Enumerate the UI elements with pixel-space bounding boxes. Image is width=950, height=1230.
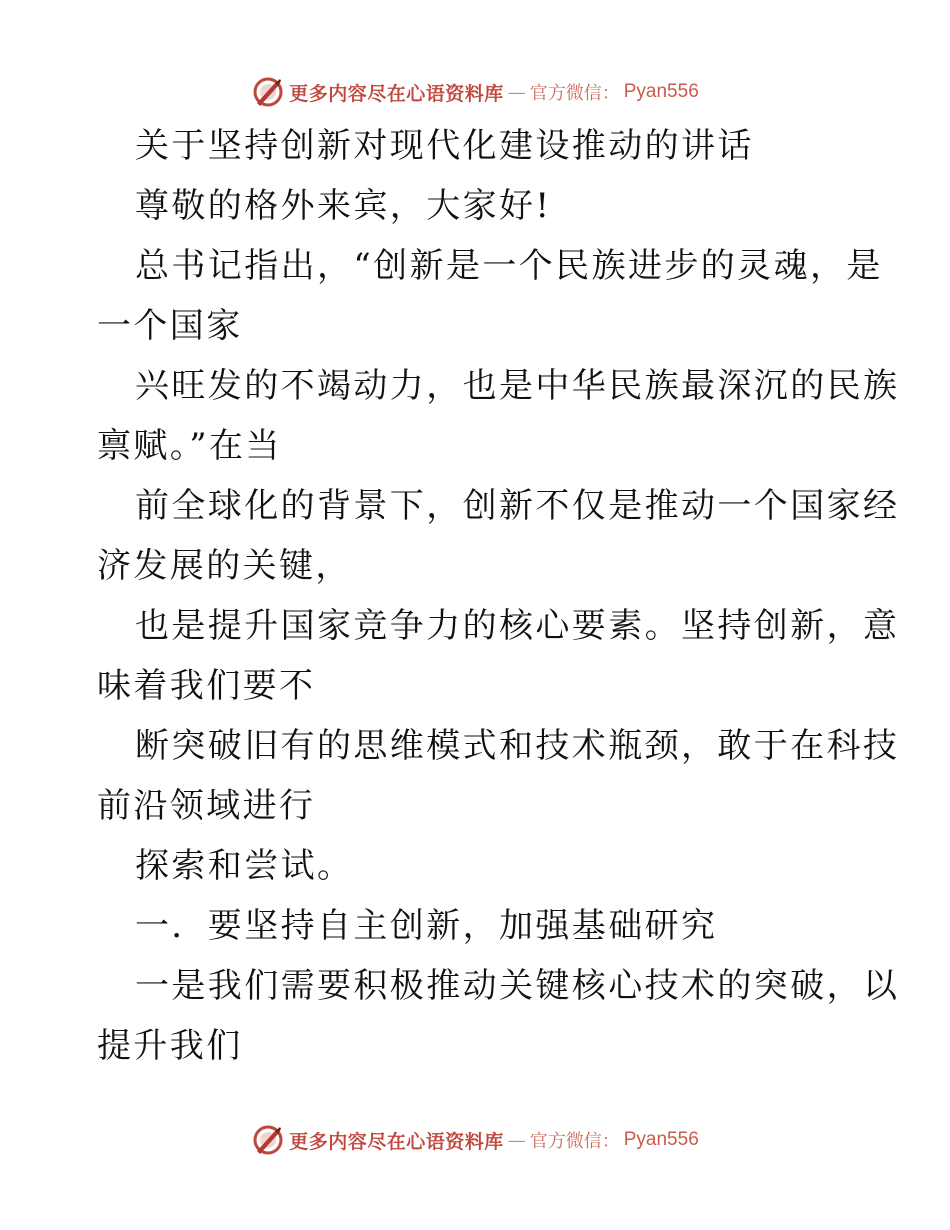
text-line: 关于坚持创新对现代化建设推动的讲话 <box>135 126 754 166</box>
text-line: 总书记指出，“创新是一个民族进步的灵魂，是 <box>135 246 883 286</box>
document-body <box>97 116 900 1076</box>
banner-wechat-label: 官方微信： <box>529 83 620 104</box>
text-line: 一．要坚持自主创新，加强基础研究 <box>135 906 718 946</box>
text-line: 探索和尝试。 <box>135 846 354 886</box>
text-line: 断突破旧有的思维模式和技术瓶颈，敢于在科技 <box>135 726 900 766</box>
text-line: 味着我们要不 <box>97 666 316 706</box>
pen-logo-icon <box>251 75 285 109</box>
text-line: 也是提升国家竞争力的核心要素。坚持创新，意 <box>135 606 900 646</box>
banner-separator: — <box>507 81 526 103</box>
text-line: 济发展的关键， <box>97 546 352 586</box>
banner-wechat-id: Pyan556 <box>623 1129 699 1150</box>
text-line: 兴旺发的不竭动力，也是中华民族最深沉的民族 <box>135 366 900 406</box>
text-line: 提升我们 <box>97 1026 243 1066</box>
text-line: 前全球化的背景下，创新不仅是推动一个国家经 <box>135 486 900 526</box>
text-line: 一个国家 <box>97 306 243 346</box>
banner-wechat-id: Pyan556 <box>623 81 699 102</box>
text-line: 尊敬的格外来宾，大家好! <box>135 186 552 226</box>
text-line: 禀赋。”在当 <box>97 426 282 466</box>
banner-separator: — <box>507 1129 526 1151</box>
text-line: 一是我们需要积极推动关键核心技术的突破，以 <box>135 966 900 1006</box>
banner-library-text: 更多内容尽在心语资料库 <box>289 1130 504 1153</box>
header-banner <box>0 72 950 112</box>
banner-library-text: 更多内容尽在心语资料库 <box>289 82 504 105</box>
banner-wechat-label: 官方微信： <box>529 1131 620 1152</box>
text-line: 前沿领域进行 <box>97 786 316 826</box>
banner <box>251 75 699 109</box>
banner <box>251 1123 699 1157</box>
pen-logo-icon <box>251 1123 285 1157</box>
footer-banner <box>0 1120 950 1160</box>
